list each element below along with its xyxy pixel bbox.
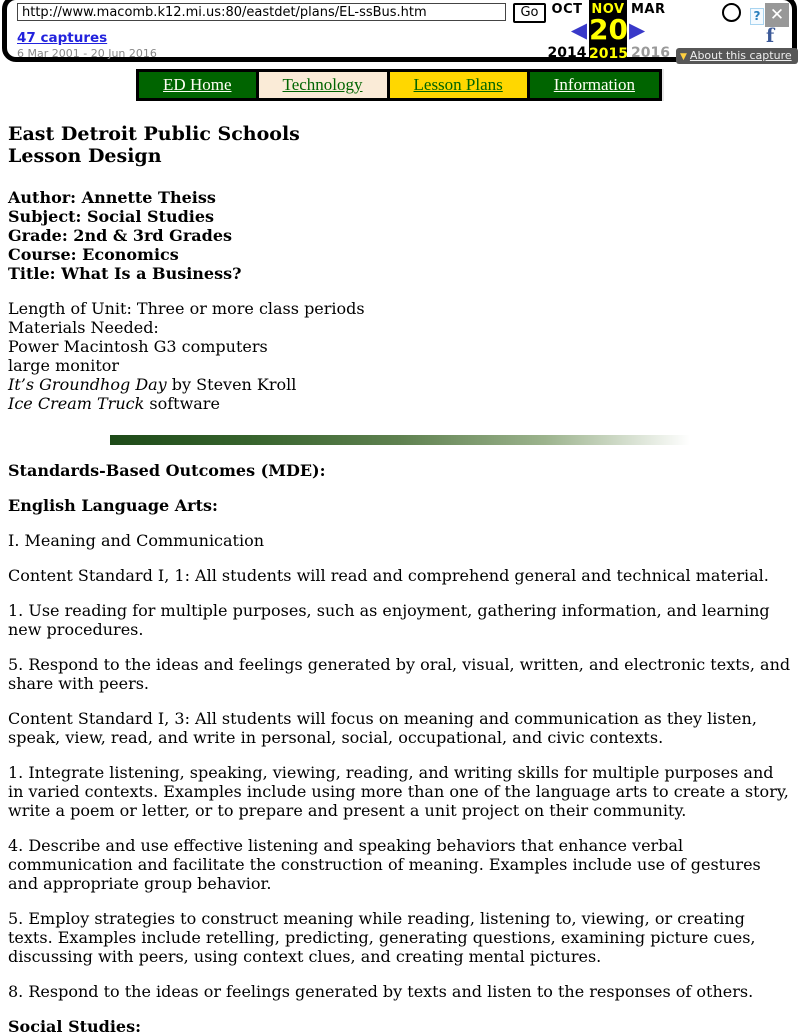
standards-paragraph: 8. Respond to the ideas or feelings generated by texts and listen to the responses of others. (8, 982, 754, 1001)
nav-link-lesson-plans[interactable]: Lesson Plans (390, 72, 527, 98)
calendar-current-column[interactable] (589, 0, 628, 62)
prev-capture-arrow-icon[interactable]: ◀ (570, 18, 587, 42)
about-this-capture-button[interactable] (676, 48, 798, 64)
standards-paragraph: Content Standard I, 3: All students will focus on meaning and communication as they listen, speak, view, read, and write in personal, social, occupational, and civic contexts. (8, 709, 757, 747)
standards-section (8, 461, 792, 1036)
wayback-toolbar (0, 0, 800, 63)
facebook-share-icon[interactable]: f (766, 25, 775, 47)
standards-paragraph: 1. Integrate listening, speaking, viewing, reading, and writing skills for multiple purposes and in varied contexts. Examples include using more than one of the language arts to create a story, write a poem or letter, or to prepare and present a unit project on their community. (8, 763, 789, 820)
standards-paragraph: 4. Describe and use effective listening and speaking behaviors that enhance verbal communication and facilitate the construction of meaning. Examples include use of gestures and appropriate group behavior. (8, 836, 761, 893)
book-line: It’s Groundhog Day by Steven Kroll (8, 375, 297, 394)
title-line: Title: What Is a Business? (8, 264, 242, 283)
capture-ring-icon[interactable] (722, 3, 741, 22)
next-month-label: MAR (631, 2, 666, 17)
standards-paragraph: Social Studies: (8, 1017, 141, 1036)
divider-gradient-image (110, 435, 690, 445)
nav-link-information[interactable]: Information (530, 72, 659, 98)
monitor-line: large monitor (8, 356, 120, 375)
standards-paragraph: Standards-Based Outcomes (MDE): (8, 461, 326, 480)
site-navbar (0, 69, 800, 101)
standards-paragraph: Content Standard I, 1: All students will read and comprehend general and technical material. (8, 566, 769, 585)
calendar-prev-column (546, 0, 588, 60)
chevron-down-icon: ▼ (680, 52, 687, 62)
next-year-label: 2016 (631, 45, 670, 61)
current-day-label: 20 (589, 13, 628, 46)
standards-paragraph: I. Meaning and Communication (8, 531, 265, 550)
help-icon[interactable]: ? (750, 8, 764, 25)
materials-needed-line: Materials Needed: (8, 318, 159, 337)
about-this-capture-label: About this capture (689, 49, 792, 62)
author-line: Author: Annette Theiss (8, 188, 216, 207)
next-capture-arrow-icon[interactable]: ▶ (629, 18, 646, 42)
prev-year-label: 2014 (547, 45, 587, 61)
standards-paragraph: 5. Respond to the ideas and feelings generated by oral, visual, written, and electronic texts, and share with peers. (8, 655, 791, 693)
nav-table (136, 69, 664, 101)
current-year-label: 2015 (589, 46, 628, 62)
subject-line: Subject: Social Studies (8, 207, 215, 226)
prev-month-label: OCT (551, 2, 583, 17)
current-month-label: NOV (591, 2, 625, 17)
calendar-next-column (628, 0, 670, 60)
lesson-page-content (0, 123, 800, 1036)
unit-length-line: Length of Unit: Three or more class periods (8, 299, 365, 318)
go-button[interactable]: Go (513, 3, 546, 23)
course-line: Course: Economics (8, 245, 179, 264)
standards-paragraph: 5. Employ strategies to construct meaning while reading, listening to, viewing, or creating texts. Examples include retelling, predicting, generating questions, examining picture cues, discussing with peers, using context clues, and creating mental pictures. (8, 909, 756, 966)
capture-date-range: 6 Mar 2001 - 20 Jun 2016 (17, 47, 157, 60)
nav-link-technology[interactable]: Technology (259, 72, 387, 98)
software-line: Ice Cream Truck software (8, 394, 220, 413)
page-title: East Detroit Public Schools Lesson Design (8, 123, 300, 167)
materials-block (8, 299, 792, 413)
nav-link-ed-home[interactable]: ED Home (139, 72, 255, 98)
standards-paragraph: English Language Arts: (8, 496, 218, 515)
computers-line: Power Macintosh G3 computers (8, 337, 268, 356)
captures-link[interactable]: 47 captures (17, 30, 108, 46)
standards-paragraph: 1. Use reading for multiple purposes, such as enjoyment, gathering information, and learning new procedures. (8, 601, 770, 639)
lesson-meta-block (8, 188, 792, 283)
archived-url-input[interactable] (17, 3, 506, 21)
grade-line: Grade: 2nd & 3rd Grades (8, 226, 232, 245)
close-toolbar-icon[interactable]: ✕ (765, 3, 789, 27)
